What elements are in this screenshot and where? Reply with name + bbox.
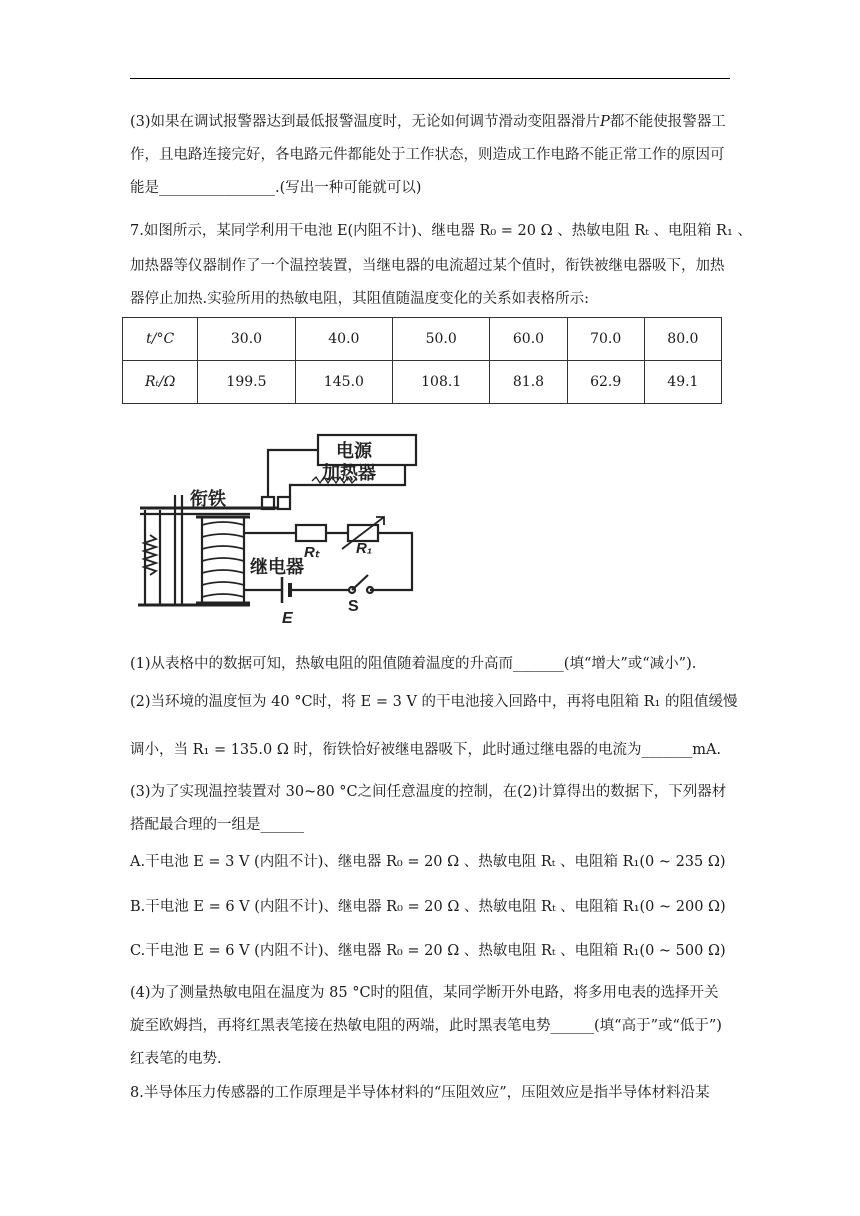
label-relay: 继电器 <box>250 557 304 577</box>
label-rt: Rₜ <box>304 544 320 561</box>
q6-part3-line1-end: 都不能使报警 <box>609 114 697 130</box>
q7-option-c: C.干电池 E = 6 V (内阻不计)、继电器 R₀ = 20 Ω 、热敏电阻 Rₜ 、电阻箱 R₁(0 ~ 500 Ω) <box>130 943 726 959</box>
q6-part3-line1: (3)如果在调试报警器达到最低报警温度时，无论如何调节滑动变阻器滑片 <box>130 114 601 130</box>
table-cell: 70.0 <box>567 318 644 361</box>
table-cell: 40.0 <box>295 318 392 361</box>
circuit-diagram <box>130 425 430 635</box>
header-rule <box>130 78 730 79</box>
q7-part1: (1)从表格中的数据可知，热敏电阻的阻值随着温度的升高而_______(填“增大”或“减小”). <box>130 656 697 672</box>
table-cell: 145.0 <box>295 361 392 404</box>
label-e: E <box>282 610 293 627</box>
label-r1: R₁ <box>356 540 373 557</box>
table-cell: 50.0 <box>393 318 490 361</box>
table-cell: 49.1 <box>644 361 721 404</box>
table-cell: 199.5 <box>198 361 295 404</box>
q6-part3-rest: 器工作，且电路连接完好，各电路元件都能处于工作状态，则造成工作电路不能正常工作的原因可能是________________.(写出一种可能就可以) <box>130 114 726 196</box>
label-s: S <box>348 598 359 615</box>
label-power: 电源 <box>336 441 372 461</box>
q7-part4: (4)为了测量热敏电阻在温度为 85 °C时的阻值，某同学断开外电路，将多用电表的选择开关旋至欧姆挡，再将红黑表笔接在热敏电阻的两端，此时黑表笔电势______(填“高于”或“低于”)红表笔的电势. <box>130 985 722 1067</box>
q6-part3 <box>130 106 730 205</box>
table-cell: 108.1 <box>393 361 490 404</box>
table-cell: 60.0 <box>490 318 567 361</box>
q7-option-b: B.干电池 E = 6 V (内阻不计)、继电器 R₀ = 20 Ω 、热敏电阻 Rₜ 、电阻箱 R₁(0 ~ 200 Ω) <box>130 899 726 915</box>
q6-part3-italic-p: P <box>600 114 610 130</box>
label-armature: 衔铁 <box>190 489 226 509</box>
q7-option-a: A.干电池 E = 3 V (内阻不计)、继电器 R₀ = 20 Ω 、热敏电阻 Rₜ 、电阻箱 R₁(0 ~ 235 Ω) <box>130 854 726 870</box>
q7-part3: (3)为了实现温控装置对 30~80 °C之间任意温度的控制，在(2)计算得出的数据下，下列器材搭配最合理的一组是______ <box>130 784 727 833</box>
thermistor-table <box>122 317 722 404</box>
q7-part2-line1: (2)当环境的温度恒为 40 °C时，将 E = 3 V 的干电池接入回路中，再将电阻箱 R₁ 的阻值缓慢 <box>130 694 738 710</box>
q8-intro-line1: 8.半导体压力传感器的工作原理是半导体材料的“压阻效应”，压阻效应是指半导体材料沿某 <box>130 1085 710 1101</box>
table-row <box>123 318 722 361</box>
q7-part2-line2: 调小，当 R₁ = 135.0 Ω 时，衔铁恰好被继电器吸下，此时通过继电器的电流为_______mA. <box>130 742 722 758</box>
table-cell: 30.0 <box>198 318 295 361</box>
table-row <box>123 361 722 404</box>
q7-intro-line1: 7.如图所示，某同学利用干电池 E(内阻不计)、继电器 R₀ = 20 Ω 、热敏电阻 Rₜ 、电阻箱 R₁ 、 <box>130 223 752 239</box>
table-cell: 62.9 <box>567 361 644 404</box>
table-cell: 80.0 <box>644 318 721 361</box>
q7-intro-rest: 加热器等仪器制作了一个温控装置，当继电器的电流超过某个值时，衔铁被继电器吸下，加热器停止加热.实验所用的热敏电阻，其阻值随温度变化的关系如表格所示: <box>130 258 725 307</box>
table-header-temp: t/°C <box>123 318 198 361</box>
table-header-resistance: Rₜ/Ω <box>123 361 198 404</box>
thermistor-rt <box>296 525 326 541</box>
label-heater: 加热器 <box>322 463 376 483</box>
table-cell: 81.8 <box>490 361 567 404</box>
contact-right <box>278 497 290 509</box>
